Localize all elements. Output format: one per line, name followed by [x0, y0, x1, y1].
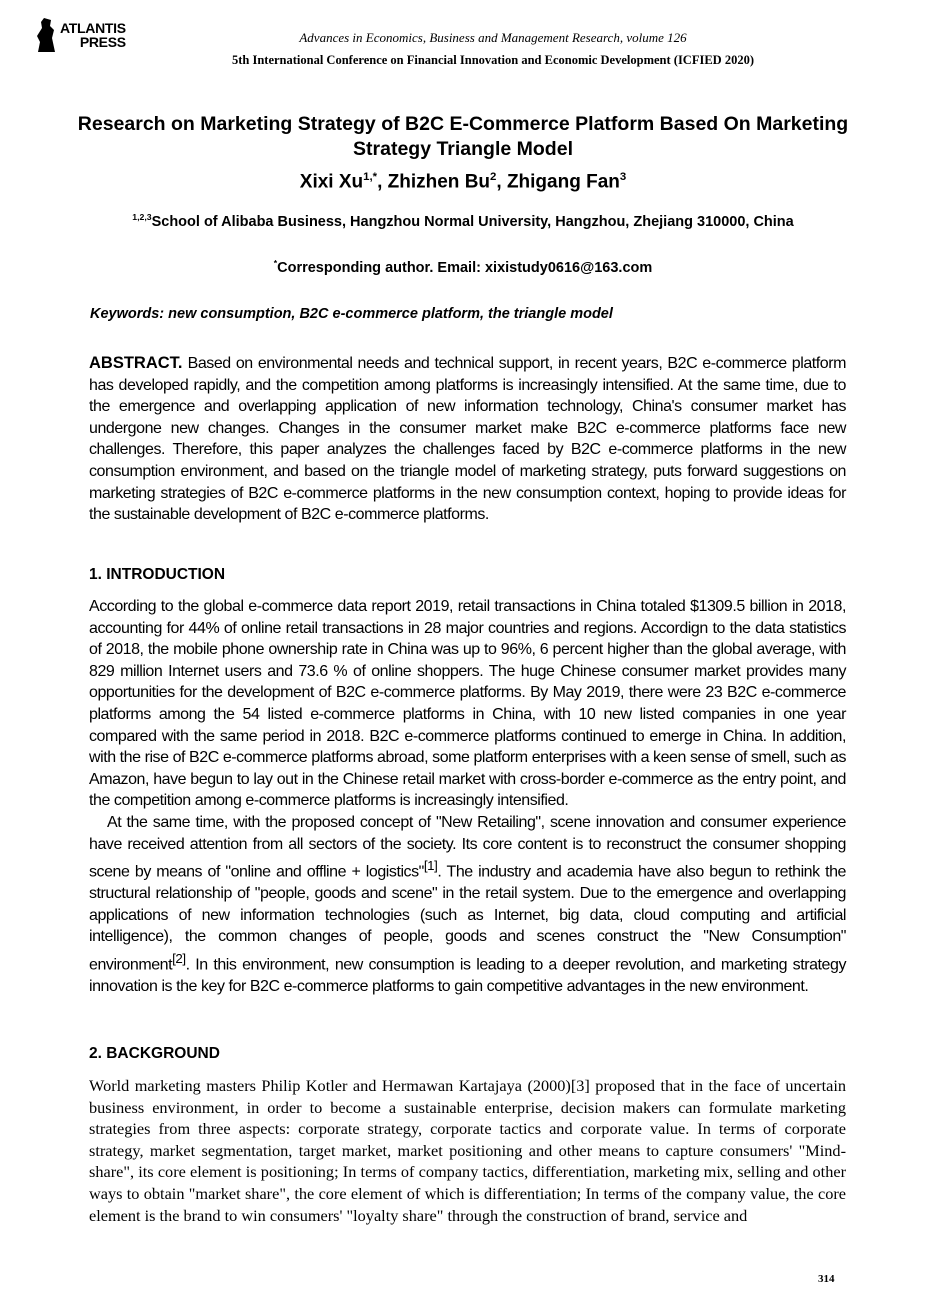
- paper-title: Research on Marketing Strategy of B2C E-Commerce Platform Based On Marketing Strategy Triangle Model: [77, 113, 849, 160]
- conference-header: 5th International Conference on Financial Innovation and Economic Development (ICFIED 2020): [231, 53, 754, 67]
- abstract-label: ABSTRACT.: [89, 354, 183, 372]
- author-name: Xixi Xu: [299, 171, 364, 193]
- logo-line-2: PRESS: [79, 34, 126, 50]
- paragraph-text: . The industry and academia have also begun to rethink the structural relationship of "people, goods and scene" in the retail system. Due to the emergence and overlapping applications of new information technologies (such as Internet, big data, cloud computing and artificial intelligence), the common changes of people, goods and scenes construct the "New Consumption" environment: [89, 863, 846, 974]
- author-list: Xixi $Xu^{1,*}$, Zhizhen Bu$^2$, Zhigang Fan$^3$: [299, 171, 627, 193]
- author-name: Zhizhen Bu: [387, 171, 491, 193]
- logo-line-1: ATLANTIS: [60, 20, 126, 36]
- paragraph-text: . In this environment, new consumption is leading to a deeper revolution, and marketing strategy innovation is the key for B2C e-commerce platforms to gain competitive advantages in the new environment.: [89, 956, 846, 995]
- page-number: 314: [818, 1273, 835, 1285]
- paragraph: World marketing masters Philip Kotler and Hermawan Kartajaya (2000)[3] proposed that in the face of uncertain business environment, in order to become a sustainable enterprise, decision makers can formulate marketing strategies from three aspects: corporate strategy, corporate tactics and corporate value. In terms of corporate strategy, market segmentation, target market, market positioning and other means to capture consumers' "Mind-share", its core element is positioning; In terms of company tactics, differentiation, marketing mix, selling and other ways to obtain "market share", the core element of which is differentiation; In terms of the company value, the core element is the brand to win consumers' "loyalty share" through the construction of brand, service and: [89, 1076, 846, 1225]
- corresponding-text: Corresponding author. Email: xixistudy0616@163.com: [277, 259, 653, 276]
- author-name: Zhigang Fan: [506, 171, 620, 193]
- abstract-text: Based on environmental needs and technical support, in recent years, B2C e-commerce platform has developed rapidly, and the competition among platforms is increasingly intensified. At the same time, due to the emergence and overlapping application of new information technology, China's consumer market has undergone new changes. Changes in the consumer market make B2C e-commerce platforms face new challenges. Therefore, this paper analyzes the challenges faced by B2C e-commerce platforms in the new consumption environment, and based on the triangle model of marketing strategy, puts forward suggestions on marketing strategies of B2C e-commerce platforms in the new consumption context, hoping to provide ideas for the sustainable development of B2C e-commerce platforms.: [89, 355, 846, 524]
- affiliation-sup: 1,2,3: [132, 212, 152, 222]
- corresponding-author: [0, 258, 926, 276]
- background-body: [89, 1075, 846, 1226]
- journal-header: Advances in Economics, Business and Management Research, volume 126: [299, 30, 687, 45]
- paragraph: [89, 812, 846, 997]
- section-heading-background: 2. BACKGROUND: [89, 1045, 220, 1062]
- section-heading-introduction: 1. INTRODUCTION: [89, 566, 226, 583]
- author-sup: 3: [619, 171, 627, 183]
- corresponding-sup: *: [273, 258, 278, 268]
- affiliation: [70, 205, 856, 235]
- paragraph-text: At the same time, with the proposed concept of "New Retailing", scene innovation and consumer experience have received attention from all sectors of the society. Its core content is to reconstruct the consumer shopping scene by means of "online and offline + logistics": [89, 813, 846, 881]
- citation-link[interactable]: [1]: [423, 858, 438, 874]
- affiliation-text: School of Alibaba Business, Hangzhou Normal University, Hangzhou, Zhejiang 310000, China: [151, 213, 794, 230]
- abstract: [89, 353, 846, 526]
- introduction-body: [89, 596, 846, 997]
- author-sup: 2: [490, 171, 497, 183]
- citation-link[interactable]: [2]: [172, 950, 186, 966]
- keywords: Keywords: new consumption, B2C e-commerce platform, the triangle model: [90, 306, 613, 322]
- author-sup: 1,*: [363, 171, 378, 183]
- paragraph: According to the global e-commerce data report 2019, retail transactions in China totaled $1309.5 billion in 2018, accounting for 44% of online retail transactions in 28 major countries and regions. Accordign to the data statistics of 2018, the mobile phone ownership rate in China was up to 96%, 6 percent higher than the global average, with 829 million Internet users and 73.6 % of online shoppers. The huge Chinese consumer market provides many opportunities for the development of B2C e-commerce platforms. By May 2019, there were 23 B2C e-commerce platforms among the 54 listed e-commerce platforms in China, with 10 new listed companies in one year compared with the same period in 2018. B2C e-commerce platforms continued to emerge in China. In addition, with the rise of B2C e-commerce platforms abroad, some platform enterprises with a keen sense of smell, such as Amazon, have begun to lay out in the Chinese retail market with cross-border e-commerce as the entry point, and the competition among e-commerce platforms is increasingly intensified.: [89, 598, 846, 810]
